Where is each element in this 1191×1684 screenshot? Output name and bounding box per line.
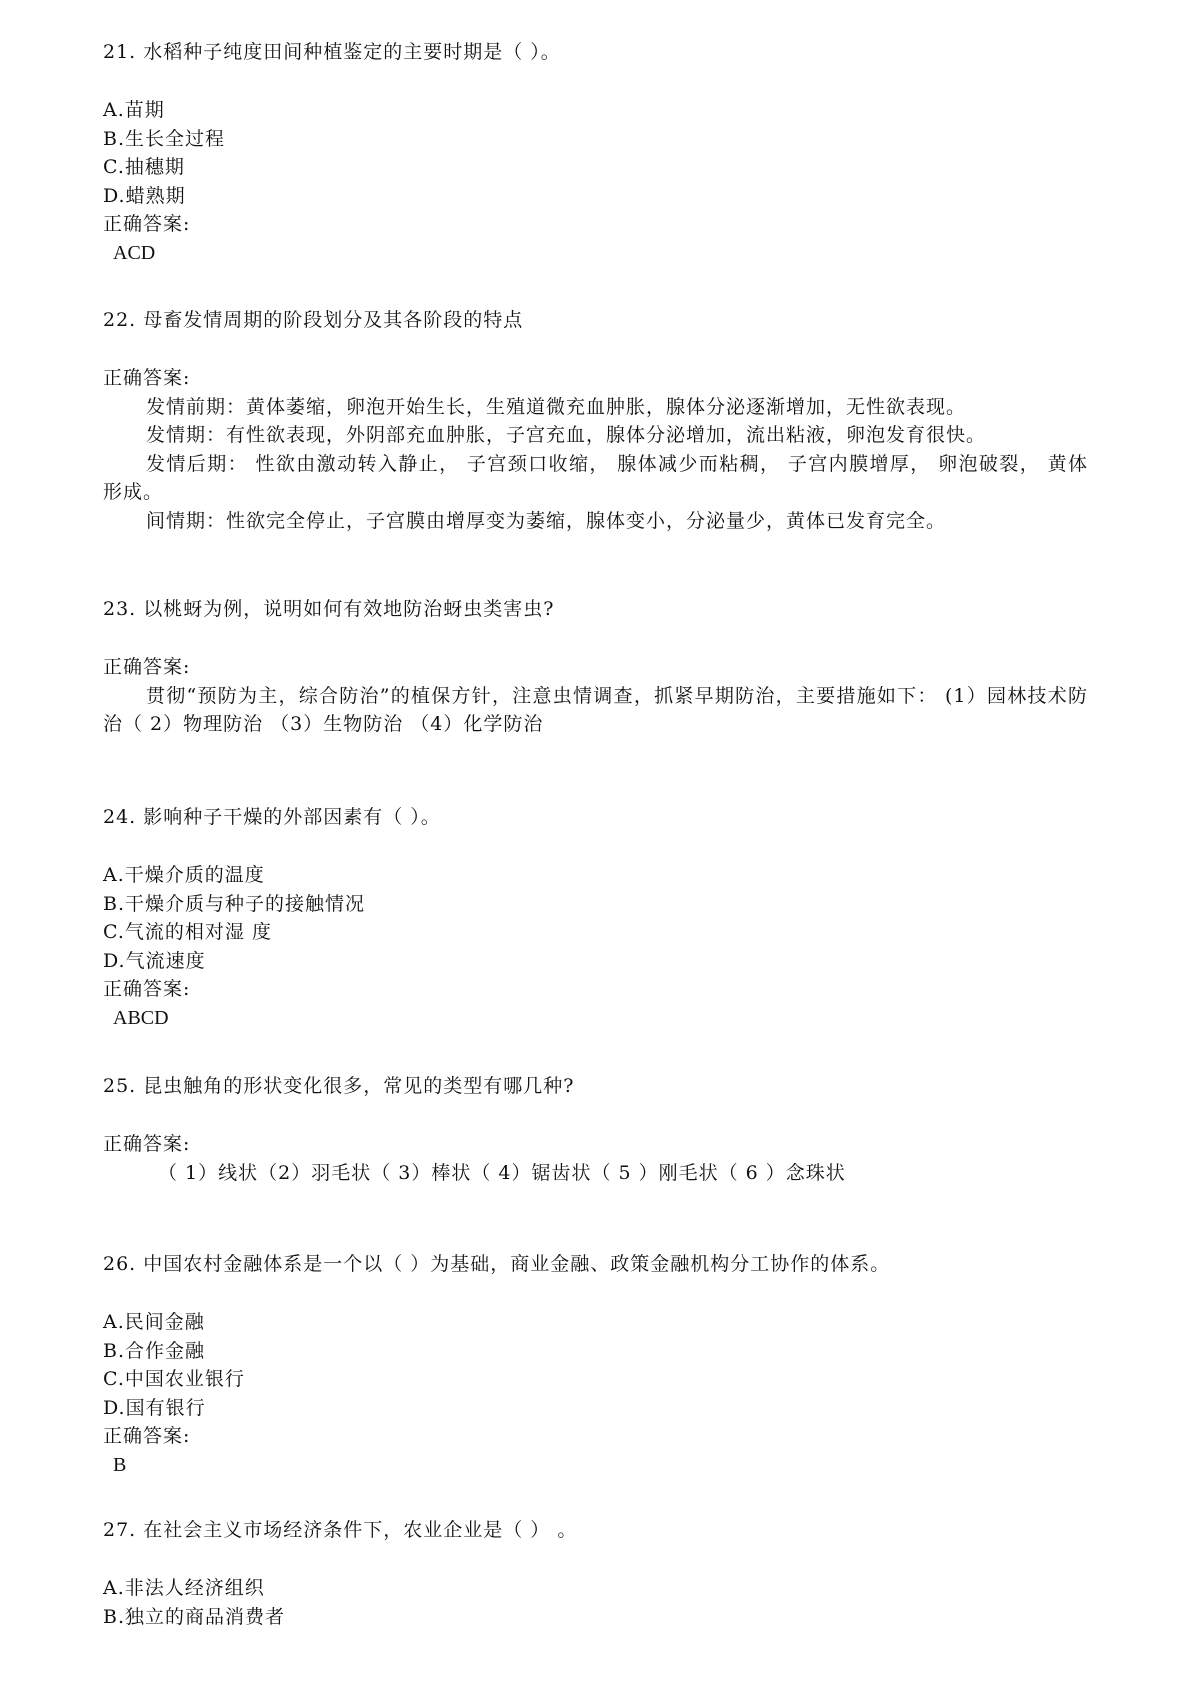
options-list [103, 861, 1088, 975]
option-b: B.独立的商品消费者 [103, 1605, 286, 1628]
option-b: B.干燥介质与种子的接触情况 [103, 892, 366, 915]
answer-label: 正确答案: [103, 1133, 191, 1155]
answer-paragraph: 发情期：有性欲表现，外阴部充血肿胀，子宫充血，腺体分泌增加，流出粘液，卵泡发育很快。 [146, 424, 987, 446]
option-a: A.非法人经济组织 [103, 1577, 265, 1599]
answer-paragraph: 贯彻“预防为主，综合防治”的植保方针，注意虫情调查，抓紧早期防治，主要措施如下： (1）园林技术防治（ 2）物理防治 （3）生物防治 （4）化学防治 [103, 684, 1088, 735]
option-d: D.国有银行 [103, 1396, 206, 1419]
answer-label: 正确答案: [103, 367, 191, 389]
option-d: D.气流速度 [103, 949, 206, 972]
question-title: 24. 影响种子干燥的外部因素有（ ）。 [103, 806, 441, 828]
options-list [103, 96, 1088, 210]
answer-label: 正确答案: [103, 978, 191, 1000]
answer-paragraph: 发情前期：黄体萎缩，卵泡开始生长，生殖道微充血肿胀，腺体分泌逐渐增加，无性欲表现。 [146, 395, 967, 418]
answer-label: 正确答案: [103, 656, 191, 678]
option-c: C.抽穗期 [103, 156, 185, 178]
answer-value: ACD [113, 241, 156, 264]
question-title: 23. 以桃蚜为例，说明如何有效地防治蚜虫类害虫? [103, 598, 555, 620]
question-27 [103, 1516, 1088, 1631]
question-23 [103, 595, 1088, 739]
option-c: C.气流的相对湿 度 [103, 921, 272, 943]
option-b: B.生长全过程 [103, 127, 226, 150]
option-a: A.苗期 [103, 99, 165, 121]
answer-paragraph: 发情后期： 性欲由激动转入静止， 子宫颈口收缩， 腺体减少而粘稠， 子宫内膜增厚， 卵泡破裂， 黄体形成。 [103, 452, 1088, 503]
options-list [103, 1574, 1088, 1631]
answer-label: 正确答案: [103, 1425, 191, 1447]
question-24 [103, 803, 1088, 1032]
option-b: B.合作金融 [103, 1339, 206, 1362]
question-title: 26. 中国农村金融体系是一个以（ ）为基础，商业金融、政策金融机构分工协作的体系。 [103, 1253, 891, 1275]
question-title: 22. 母畜发情周期的阶段划分及其各阶段的特点 [103, 309, 524, 331]
question-21 [103, 38, 1088, 267]
answer-value: B [113, 1453, 127, 1476]
options-list [103, 1308, 1088, 1422]
answer-paragraph: 间情期：性欲完全停止，子宫膜由增厚变为萎缩，腺体变小，分泌量少，黄体已发育完全。 [146, 509, 947, 532]
question-22 [103, 306, 1088, 535]
option-c: C.中国农业银行 [103, 1368, 245, 1390]
answer-line: （ 1）线状（2）羽毛状（ 3）棒状（ 4）锯齿状（ 5 ）刚毛状（ 6 ）念珠状 [158, 1161, 846, 1184]
option-a: A.民间金融 [103, 1311, 205, 1333]
answer-value: ABCD [113, 1006, 169, 1029]
question-title: 27. 在社会主义市场经济条件下，农业企业是（ ） 。 [103, 1519, 578, 1541]
question-26 [103, 1250, 1088, 1479]
question-25 [103, 1072, 1088, 1187]
option-d: D.蜡熟期 [103, 184, 186, 207]
question-title: 21. 水稻种子纯度田间种植鉴定的主要时期是（ ）。 [103, 41, 561, 63]
option-a: A.干燥介质的温度 [103, 864, 265, 886]
question-title: 25. 昆虫触角的形状变化很多，常见的类型有哪几种? [103, 1075, 575, 1097]
answer-label: 正确答案: [103, 213, 191, 235]
